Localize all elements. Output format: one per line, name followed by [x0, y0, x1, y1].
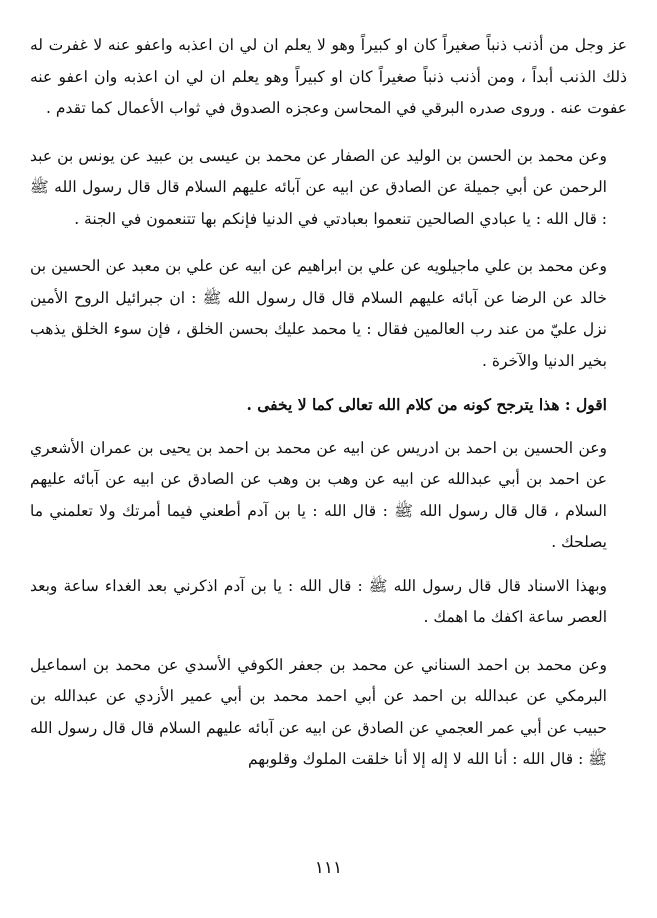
paragraph-gap: [30, 559, 627, 571]
paragraph-gap: [30, 235, 627, 251]
paragraph-7: وعن محمد بن احمد السناني عن محمد بن جعفر الكوفي الأسدي عن محمد بن اسماعيل البرمكي عن عبدالله بن احمد عن أبي احمد محمد بن أبي عمير الأزدي عن عبدالله بن حبيب عن أبي عمر العجمي عن الصادق عن ابيه عن آبائه عليهم السلام قال قال رسول الله ﷺ : قال الله : أنا الله لا إله إلا أنا خلقت الملوك وقلوبهم: [30, 655, 607, 768]
paragraph-3: وعن محمد بن علي ماجيلويه عن علي بن ابراهيم عن ابيه عن علي بن معبد عن الحسين بن خالد عن الرضا عن آبائه عليهم السلام قال قال رسول الله ﷺ : ان جبرائيل الروح الأمين نزل عليّ من عند رب العالمين فقال : يا محمد عليك بحسن الخلق ، فإن سوء الخلق يذهب بخير الدنيا والآخرة .: [30, 257, 607, 370]
paragraph-4-comment: اقول : هذا يترجح كونه من كلام الله تعالى كما لا يخفى .: [246, 395, 607, 414]
paragraph-gap: [30, 634, 627, 650]
page-number: ١١١: [314, 858, 343, 878]
paragraph-gap: [30, 421, 627, 433]
paragraph-gap: [30, 125, 627, 141]
paragraph-5: وعن الحسين بن احمد بن ادريس عن ابيه عن محمد بن احمد بن يحيى بن عمران الأشعري عن احمد بن أبي عبدالله عن ابيه عن وهب بن وهب عن الصادق عن ابيه عن آبائه عليهم السلام ، قال قال رسول الله ﷺ : قال الله : يا بن آدم أطعني فيما أمرتك ولا تعلمني ما يصلحك .: [30, 438, 607, 551]
paragraph-1: عز وجل من أذنب ذنباً صغيراً كان او كبيراً وهو لا يعلم ان لي ان اعذبه واعفو عنه لا غفرت له ذلك الذنب أبداً ، ومن أذنب ذنباً صغيراً كان او كبيراً وهو يعلم ان لي ان اعذبه وان اعفو عنه عفوت عنه . وروى صدره البرقي في المحاسن وعجزه الصدوق في ثواب الأعمال كما تقدم .: [30, 36, 627, 117]
paragraph-gap: [30, 377, 627, 389]
page-body: [30, 30, 627, 776]
paragraph-6: وبهذا الاسناد قال قال رسول الله ﷺ : قال الله : يا بن آدم اذكرني بعد الغداء ساعة وبعد العصر ساعة اكفك ما اهمك .: [30, 576, 607, 626]
paragraph-2: وعن محمد بن الحسن بن الوليد عن الصفار عن محمد بن عيسى بن عبيد عن يونس بن عبد الرحمن عن أبي جميلة عن الصادق عن ابيه عن آبائه عليهم السلام قال قال رسول الله ﷺ : قال الله : يا عبادي الصالحين تنعموا بعبادتي في الدنيا فإنكم بها تتنعمون في الجنة .: [30, 146, 607, 228]
